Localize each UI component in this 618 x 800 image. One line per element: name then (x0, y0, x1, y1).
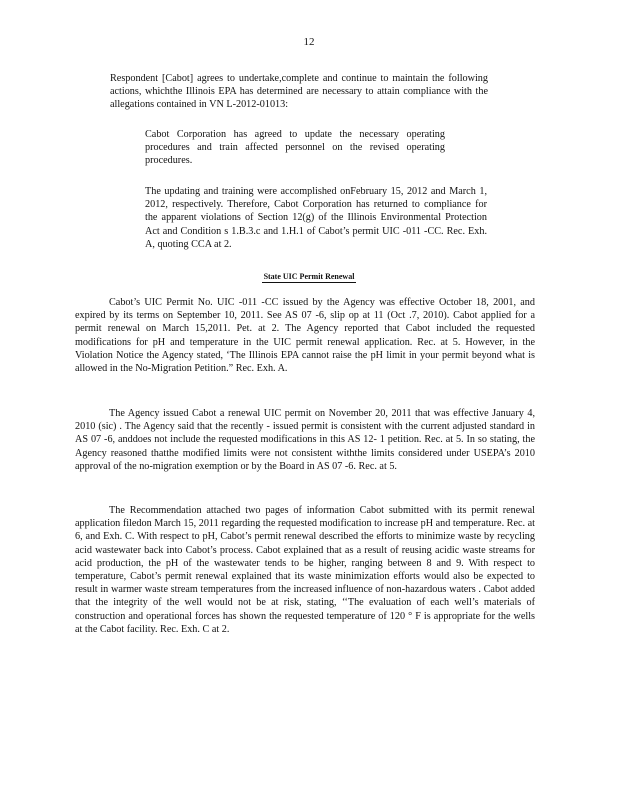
block-quote-2: The updating and training were accomplished onFebruary 15, 2012 and March 1, 2012, respectively. Therefore, Cabot Corporation has returned to compliance for the apparent violations of Section 12(g) of the Illinois Environmental Protection Act and Condition s 1.B.3.c and 1.H.1 of Cabot’s permit UIC -011 -CC. Rec. Exh. A, quoting CCA at 2. (145, 186, 487, 250)
body-paragraph-2: The Agency issued Cabot a renewal UIC permit on November 20, 2011 that was effective January 4, 2010 (sic) . The Agency said that the recently - issued permit is consistent with the current adjusted standard in AS 07 -6, anddoes not include the requested modifications in this AS 12- 1 petition. Rec. at 5. In so stating, the Agency reasoned thatthe modified limits were not consistent withthe limits considered under USEPA’s 2010 approval of the no-migration exemption or by the Board in AS 07 -6. Rec. at 5. (75, 408, 535, 472)
page-number: 12 (303, 36, 315, 48)
body-paragraph-1: Cabot’s UIC Permit No. UIC -011 -CC issued by the Agency was effective October 18, 2001, and expired by its terms on September 10, 2011. See AS 07 -6, slip op at 11 (Oct .7, 2010). Cabot applied for a permit renewal on March 15,2011. Pet. at 2. The Agency reported that Cabot included the requested modifications for pH and temperature in the UIC permit renewal application. Rec. at 5. However, in the Violation Notice the Agency stated, ‘The Illinois EPA cannot raise the pH limit in your permit beyond what is allowed in the No-Migration Petition.” Rec. Exh. A. (75, 297, 535, 375)
block-quote-1: Cabot Corporation has agreed to update the necessary operating procedures and train affected personnel on the revised operating procedures. (145, 129, 445, 167)
body-paragraph-3: The Recommendation attached two pages of information Cabot submitted with its permit renewal application filedon March 15, 2011 regarding the requested modification to increase pH and temperature. Rec. at 6, and Exh. C. With respect to pH, Cabot’s permit renewal described the efforts to minimize waste by recycling acid wastewater back into Cabot’s process. Cabot explained that as a result of reusing acidic waste streams for acid production, the pH of the wastewater tends to be higher, ranging between 8 and 9. With respect to temperature, Cabot’s permit renewal explained that its waste minimization efforts would also be expected to result in warmer waste stream temperatures from the increased influence of non-hazardous waters . Cabot added that the integrity of the well would not be at risk, stating, ‘‘The evaluation of each well’s materials of construction and operational forces has shown the requested temperature of 120 ° F is appropriate for the wells at the Cabot facility. Rec. Exh. C at 2. (75, 505, 535, 635)
section-heading (0, 270, 618, 283)
lead-paragraph: Respondent [Cabot] agrees to undertake,complete and continue to maintain the following actions, whichthe Illinois EPA has determined are necessary to attain compliance with the allegations contained in VN L-2012-01013: (110, 73, 488, 111)
section-heading-text: State UIC Permit Renewal (263, 272, 355, 281)
